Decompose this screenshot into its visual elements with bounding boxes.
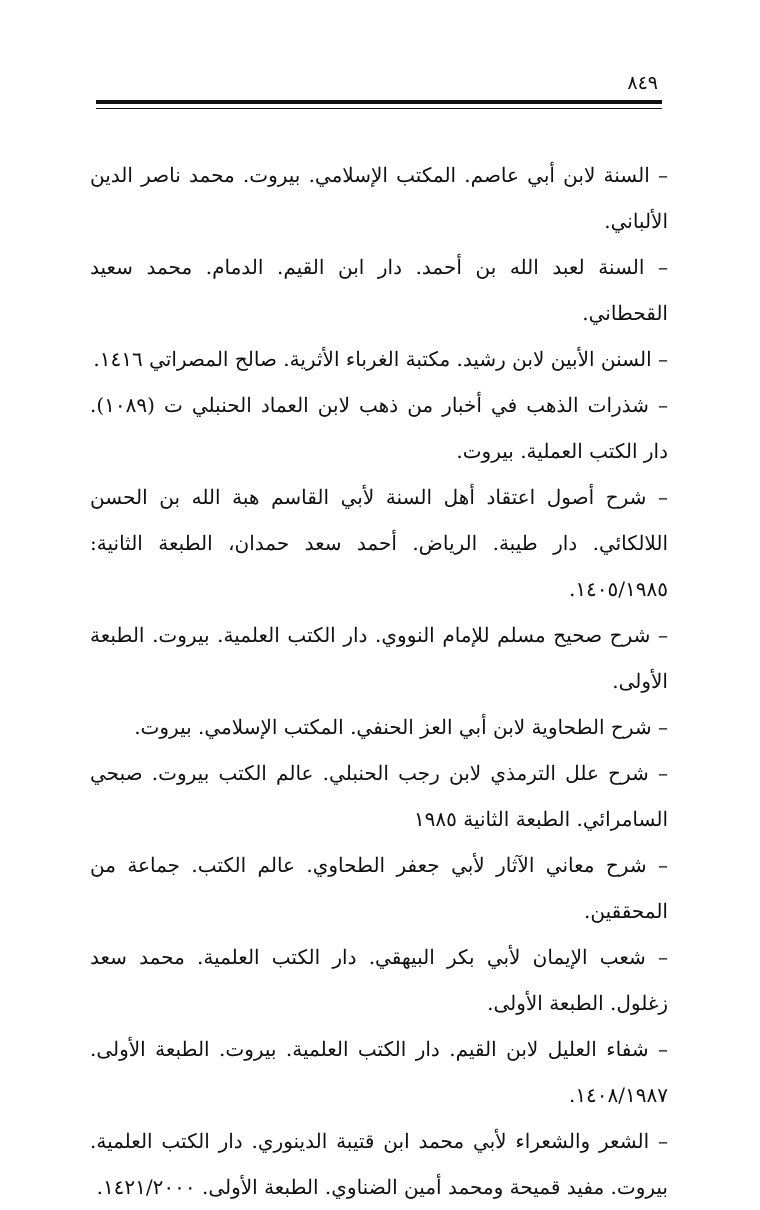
page-number: ٨٤٩ <box>627 72 658 94</box>
bibliography-list <box>90 152 668 1210</box>
bibliography-entry: – شعب الإيمان لأبي بكر البيهقي. دار الكتب العلمية. محمد سعد زغلول. الطبعة الأولى. <box>90 945 668 1015</box>
bibliography-entry: – السنن الأبين لابن رشيد. مكتبة الغرباء الأثرية. صالح المصراتي ١٤١٦. <box>93 347 668 371</box>
bibliography-entry: – الشعر والشعراء لأبي محمد ابن قتيبة الدينوري. دار الكتب العلمية. بيروت. مفيد قميحة ومحمد أمين الضناوي. الطبعة الأولى. ١٤٢١/٢٠٠٠. <box>90 1129 668 1199</box>
bibliography-entry: – السنة لعبد الله بن أحمد. دار ابن القيم. الدمام. محمد سعيد القحطاني. <box>90 255 668 325</box>
bibliography-entry: – شذرات الذهب في أخبار من ذهب لابن العماد الحنبلي ت (١٠٨٩). دار الكتب العملية. بيروت. <box>90 393 668 463</box>
bibliography-entry: – شرح الطحاوية لابن أبي العز الحنفي. المكتب الإسلامي. بيروت. <box>134 715 668 739</box>
bibliography-entry: – شرح أصول اعتقاد أهل السنة لأبي القاسم هبة الله بن الحسن اللالكائي. دار طيبة. الرياض. أحمد سعد حمدان، الطبعة الثانية: ١٤٠٥/١٩٨٥. <box>90 485 668 601</box>
header-rule-thick <box>96 100 662 104</box>
bibliography-entry: – شفاء العليل لابن القيم. دار الكتب العلمية. بيروت. الطبعة الأولى. ١٤٠٨/١٩٨٧. <box>90 1037 668 1107</box>
bibliography-entry: – السنة لابن أبي عاصم. المكتب الإسلامي. بيروت. محمد ناصر الدين الألباني. <box>90 163 668 233</box>
bibliography-entry: – شرح صحيح مسلم للإمام النووي. دار الكتب العلمية. بيروت. الطبعة الأولى. <box>90 623 668 693</box>
bibliography-entry: – شرح معاني الآثار لأبي جعفر الطحاوي. عالم الكتب. جماعة من المحققين. <box>90 853 668 923</box>
bibliography-entry: – شرح علل الترمذي لابن رجب الحنبلي. عالم الكتب بيروت. صبحي السامرائي. الطبعة الثانية ١٩٨٥ <box>90 761 668 831</box>
header-rule-thin <box>96 108 662 109</box>
